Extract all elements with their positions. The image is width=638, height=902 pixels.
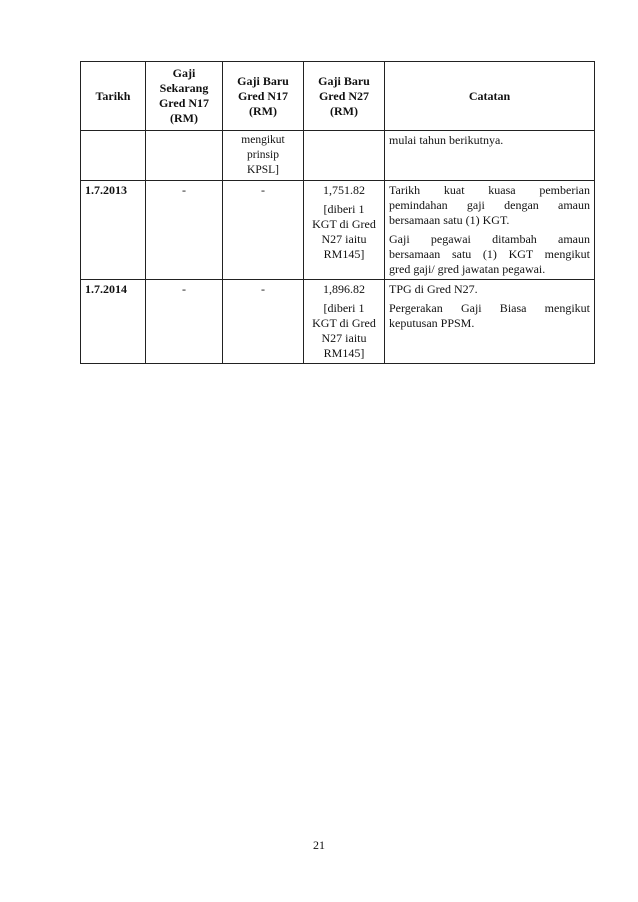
salary-note-line: RM145] xyxy=(323,346,365,360)
salary-note-line: [diberi 1 xyxy=(323,301,365,315)
salary-note-line: [diberi 1 xyxy=(323,202,365,216)
table-row xyxy=(81,181,595,280)
salary-value: 1,751.82 xyxy=(323,183,365,197)
cell-gaji-baru-n27 xyxy=(304,181,385,280)
header-row xyxy=(81,62,595,131)
cell-gaji-sekarang xyxy=(146,131,223,181)
header-line: Gred N27 xyxy=(318,88,370,103)
note-line: gred gaji/ gred jawatan pegawai. xyxy=(389,262,546,276)
salary-note-line: N27 iaitu xyxy=(321,232,367,246)
header-catatan: Catatan xyxy=(385,62,595,131)
note-line: TPG di Gred N27. xyxy=(389,282,478,296)
note-line: bersamaan satu (1) KGT mengikut xyxy=(389,247,590,261)
cell-gaji-sekarang: - xyxy=(146,181,223,280)
cell-gaji-baru-n17 xyxy=(223,131,304,181)
salary-note-line: KGT di Gred xyxy=(312,217,376,231)
cell-catatan: mulai tahun berikutnya. xyxy=(385,131,595,181)
cell-gaji-sekarang: - xyxy=(146,280,223,364)
cell-line: KPSL] xyxy=(247,164,279,176)
cell-tarikh: 1.7.2014 xyxy=(81,280,146,364)
cell-line: mengikut xyxy=(241,134,285,146)
header-gaji-sekarang xyxy=(146,62,223,131)
header-line: Gred N17 xyxy=(158,96,210,110)
page-number: 21 xyxy=(313,838,325,852)
header-tarikh: Tarikh xyxy=(81,62,146,131)
table-row xyxy=(81,280,595,364)
cell-tarikh: 1.7.2013 xyxy=(81,181,146,280)
salary-value: 1,896.82 xyxy=(323,282,365,296)
salary-note-line: N27 iaitu xyxy=(321,331,367,345)
cell-tarikh xyxy=(81,131,146,181)
note-line: Gaji pegawai ditambah amaun xyxy=(389,232,590,246)
header-line: (RM) xyxy=(170,111,198,125)
cell-gaji-baru-n27 xyxy=(304,131,385,181)
header-line: (RM) xyxy=(249,103,277,118)
table-row-continuation xyxy=(81,131,595,181)
note-line: pemindahan gaji dengan amaun xyxy=(389,198,590,212)
header-line: Gaji Baru xyxy=(237,73,289,88)
header-gaji-baru-n27 xyxy=(304,62,385,131)
note-paragraph xyxy=(389,301,590,331)
header-line: Gred N17 xyxy=(237,88,289,103)
cell-catatan xyxy=(385,280,595,364)
salary-note-line: KGT di Gred xyxy=(312,316,376,330)
note-paragraph xyxy=(389,183,590,228)
salary-note-line: RM145] xyxy=(323,247,365,261)
cell-gaji-baru-n27 xyxy=(304,280,385,364)
note-line: Tarikh kuat kuasa pemberian xyxy=(389,183,590,197)
note-line: Pergerakan Gaji Biasa mengikut xyxy=(389,301,590,315)
note-line: keputusan PPSM. xyxy=(389,316,475,330)
header-gaji-baru-n17 xyxy=(223,62,304,131)
cell-gaji-baru-n17: - xyxy=(223,280,304,364)
header-line: (RM) xyxy=(330,103,358,118)
note-line: bersamaan satu (1) KGT. xyxy=(389,213,510,227)
note-paragraph xyxy=(389,282,590,297)
note-paragraph xyxy=(389,232,590,277)
header-line: Gaji xyxy=(172,66,196,80)
header-line: Gaji Baru xyxy=(318,73,370,88)
salary-table xyxy=(80,61,595,364)
cell-catatan xyxy=(385,181,595,280)
cell-line: prinsip xyxy=(247,149,279,161)
header-line: Sekarang xyxy=(159,81,209,95)
cell-gaji-baru-n17: - xyxy=(223,181,304,280)
